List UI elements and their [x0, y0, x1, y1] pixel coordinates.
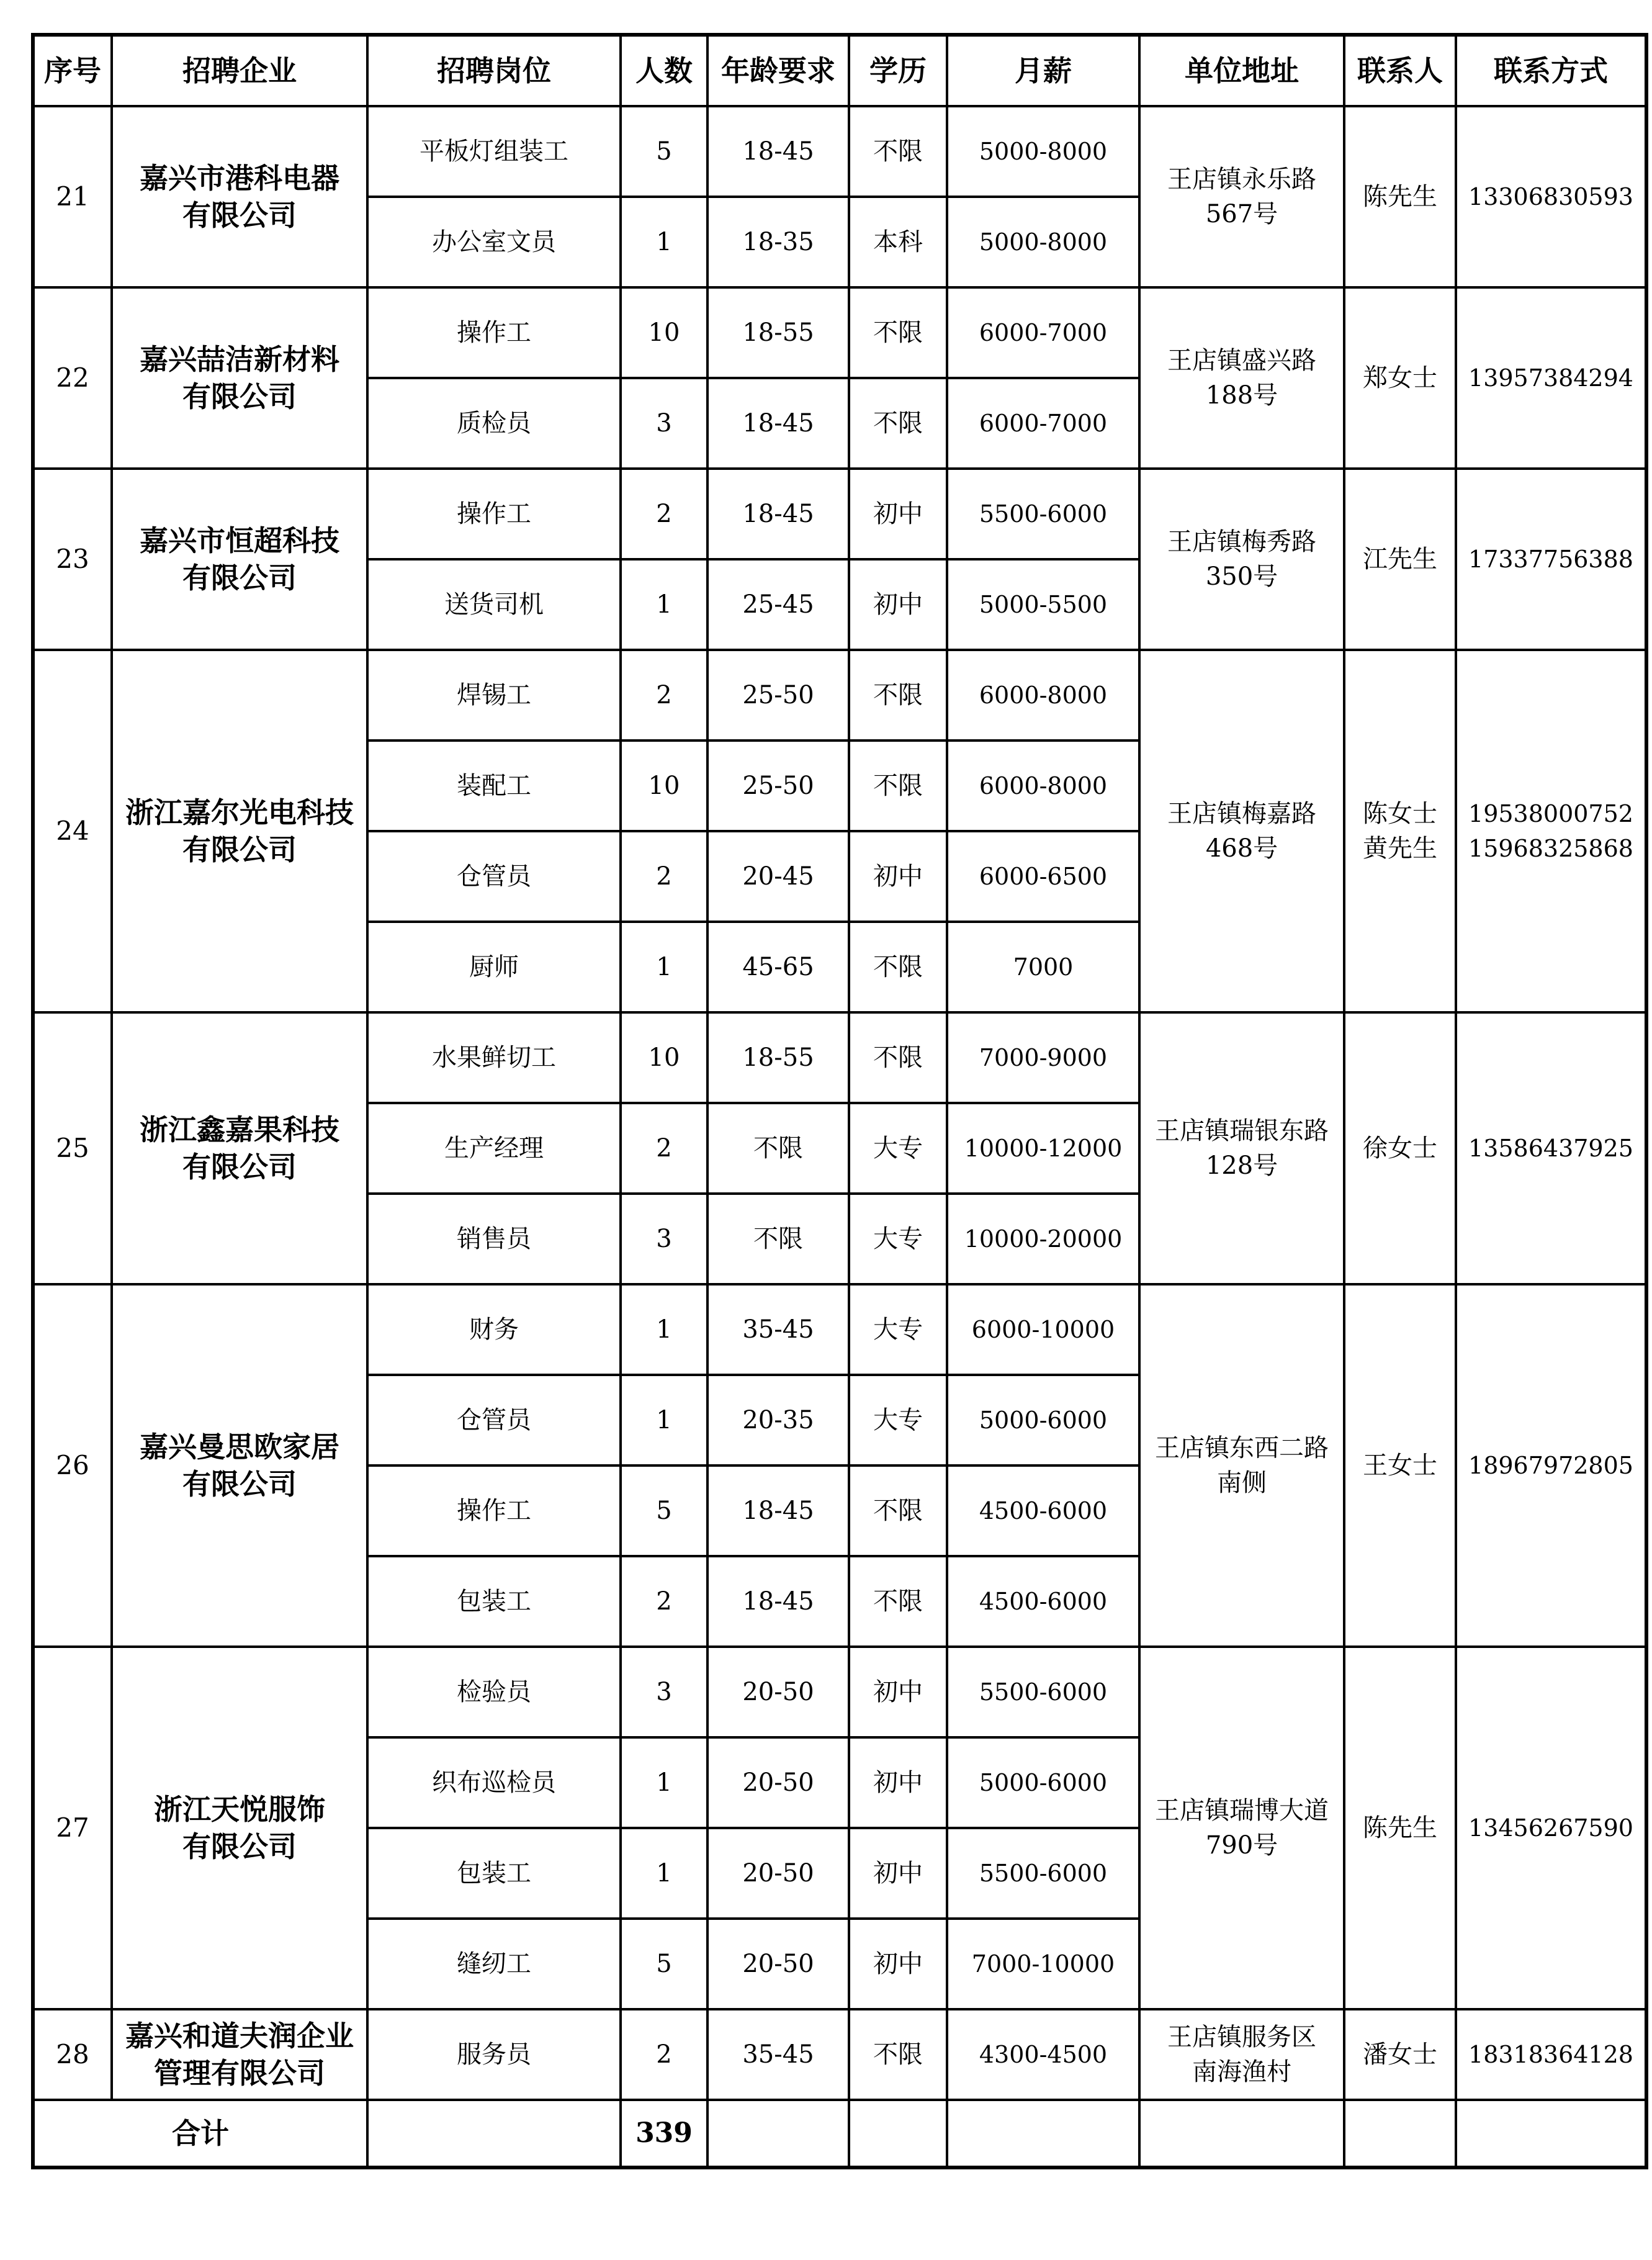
job-position: 厨师	[367, 922, 621, 1012]
table-row	[33, 2009, 1646, 2100]
header-seq: 序号	[33, 35, 112, 106]
total-count: 339	[621, 2100, 707, 2168]
job-salary: 5500-6000	[947, 1828, 1139, 1919]
job-position: 财务	[367, 1284, 621, 1375]
job-age: 35-45	[707, 1284, 849, 1375]
job-age: 25-50	[707, 741, 849, 831]
total-empty-cell	[1344, 2100, 1456, 2168]
company-name	[112, 287, 367, 469]
job-position: 办公室文员	[367, 197, 621, 287]
job-count: 2	[621, 1103, 707, 1194]
job-age: 35-45	[707, 2009, 849, 2100]
job-age: 18-45	[707, 1465, 849, 1556]
job-education: 初中	[849, 831, 947, 922]
job-education: 不限	[849, 287, 947, 378]
contact-person	[1344, 1647, 1456, 2009]
job-age: 20-50	[707, 1919, 849, 2009]
contact-phone	[1456, 469, 1646, 650]
job-salary: 5000-6000	[947, 1375, 1139, 1465]
phone-line: 13456267590	[1468, 1814, 1633, 1842]
job-count: 2	[621, 469, 707, 559]
job-salary: 7000	[947, 922, 1139, 1012]
contact-person	[1344, 2009, 1456, 2100]
header-row	[33, 35, 1646, 106]
job-salary: 7000-9000	[947, 1012, 1139, 1103]
job-count: 3	[621, 1194, 707, 1284]
job-education: 大专	[849, 1103, 947, 1194]
job-education: 初中	[849, 1828, 947, 1919]
job-count: 5	[621, 106, 707, 197]
contact-phone	[1456, 1284, 1646, 1647]
contact-line: 郑女士	[1363, 364, 1437, 392]
company-name	[112, 1012, 367, 1284]
table-row	[33, 469, 1646, 559]
company-name-line: 浙江嘉尔光电科技	[125, 796, 354, 829]
header-age: 年龄要求	[707, 35, 849, 106]
job-salary: 6000-8000	[947, 650, 1139, 741]
job-age: 20-45	[707, 831, 849, 922]
job-position: 检验员	[367, 1647, 621, 1737]
job-age: 18-55	[707, 287, 849, 378]
phone-line: 13306830593	[1468, 183, 1633, 210]
company-address	[1139, 650, 1344, 1012]
company-name-line: 嘉兴曼思欧家居	[140, 1430, 339, 1464]
phone-line: 15968325868	[1468, 835, 1633, 862]
job-age: 18-55	[707, 1012, 849, 1103]
table-row	[33, 287, 1646, 378]
company-name-line: 有限公司	[182, 1467, 297, 1501]
job-salary: 6000-10000	[947, 1284, 1139, 1375]
address-line: 567号	[1205, 200, 1278, 228]
address-line: 188号	[1205, 381, 1278, 410]
job-education: 大专	[849, 1194, 947, 1284]
job-position: 水果鲜切工	[367, 1012, 621, 1103]
job-education: 大专	[849, 1284, 947, 1375]
job-education: 不限	[849, 741, 947, 831]
company-name-line: 嘉兴和道夫润企业	[125, 2019, 354, 2053]
header-education: 学历	[849, 35, 947, 106]
address-line: 王店镇盛兴路	[1167, 346, 1316, 375]
table-row	[33, 1647, 1646, 1737]
address-line: 南海渔村	[1192, 2058, 1291, 2086]
job-education: 本科	[849, 197, 947, 287]
job-count: 1	[621, 197, 707, 287]
job-count: 10	[621, 741, 707, 831]
job-age: 18-45	[707, 1556, 849, 1647]
job-count: 10	[621, 287, 707, 378]
job-count: 2	[621, 1556, 707, 1647]
job-age: 45-65	[707, 922, 849, 1012]
company-name-line: 管理有限公司	[154, 2056, 325, 2090]
company-name-line: 嘉兴市恒超科技	[140, 524, 339, 557]
job-education: 不限	[849, 378, 947, 469]
table-body	[33, 106, 1646, 2100]
job-salary: 5000-8000	[947, 197, 1139, 287]
job-education: 初中	[849, 1647, 947, 1737]
job-age: 18-45	[707, 106, 849, 197]
job-age: 25-50	[707, 650, 849, 741]
job-age: 18-45	[707, 469, 849, 559]
job-count: 1	[621, 1828, 707, 1919]
address-line: 王店镇梅嘉路	[1167, 799, 1316, 828]
header-salary: 月薪	[947, 35, 1139, 106]
company-name	[112, 106, 367, 287]
job-salary: 5500-6000	[947, 469, 1139, 559]
address-line: 350号	[1205, 562, 1278, 591]
phone-line: 18967972805	[1468, 1452, 1633, 1479]
job-count: 1	[621, 559, 707, 650]
row-seq: 25	[33, 1012, 112, 1284]
job-age: 20-50	[707, 1828, 849, 1919]
table-row	[33, 106, 1646, 197]
company-address	[1139, 1647, 1344, 2009]
job-salary: 6000-8000	[947, 741, 1139, 831]
phone-line: 13957384294	[1468, 364, 1633, 392]
job-position: 生产经理	[367, 1103, 621, 1194]
job-salary: 5000-8000	[947, 106, 1139, 197]
contact-line: 陈先生	[1363, 1814, 1437, 1842]
table-row	[33, 1284, 1646, 1375]
job-salary: 10000-12000	[947, 1103, 1139, 1194]
job-education: 初中	[849, 1737, 947, 1828]
total-empty-cell	[1139, 2100, 1344, 2168]
header-phone: 联系方式	[1456, 35, 1646, 106]
address-line: 南侧	[1217, 1469, 1267, 1497]
job-position: 平板灯组装工	[367, 106, 621, 197]
company-name	[112, 1284, 367, 1647]
job-age: 18-35	[707, 197, 849, 287]
address-line: 128号	[1205, 1151, 1278, 1180]
address-line: 王店镇服务区	[1167, 2023, 1316, 2051]
job-count: 2	[621, 2009, 707, 2100]
contact-line: 江先生	[1363, 545, 1437, 574]
address-line: 790号	[1205, 1831, 1278, 1860]
job-education: 不限	[849, 650, 947, 741]
job-age: 不限	[707, 1103, 849, 1194]
address-line: 468号	[1205, 834, 1278, 863]
job-position: 质检员	[367, 378, 621, 469]
contact-line: 潘女士	[1363, 2040, 1437, 2069]
job-count: 5	[621, 1465, 707, 1556]
contact-line: 陈女士	[1363, 799, 1437, 828]
company-name-line: 有限公司	[182, 561, 297, 595]
row-seq: 26	[33, 1284, 112, 1647]
job-education: 初中	[849, 1919, 947, 2009]
company-name-line: 浙江天悦服饰	[154, 1793, 325, 1826]
job-position: 操作工	[367, 469, 621, 559]
row-seq: 21	[33, 106, 112, 287]
contact-line: 王女士	[1363, 1451, 1437, 1480]
job-age: 25-45	[707, 559, 849, 650]
job-position: 操作工	[367, 287, 621, 378]
job-count: 1	[621, 1375, 707, 1465]
contact-line: 徐女士	[1363, 1134, 1437, 1163]
contact-line: 黄先生	[1363, 834, 1437, 863]
header-company: 招聘企业	[112, 35, 367, 106]
job-education: 不限	[849, 1012, 947, 1103]
job-age: 不限	[707, 1194, 849, 1284]
address-line: 王店镇瑞银东路	[1155, 1117, 1329, 1145]
total-label: 合计	[33, 2100, 367, 2168]
phone-line: 18318364128	[1468, 2041, 1633, 2068]
address-line: 王店镇梅秀路	[1167, 528, 1316, 556]
header-contact: 联系人	[1344, 35, 1456, 106]
job-salary: 7000-10000	[947, 1919, 1139, 2009]
job-salary: 5500-6000	[947, 1647, 1139, 1737]
job-count: 5	[621, 1919, 707, 2009]
total-empty-cell	[707, 2100, 849, 2168]
contact-person	[1344, 287, 1456, 469]
row-seq: 23	[33, 469, 112, 650]
job-count: 3	[621, 1647, 707, 1737]
phone-line: 17337756388	[1468, 546, 1633, 573]
company-name	[112, 650, 367, 1012]
job-salary: 4500-6000	[947, 1556, 1139, 1647]
recruitment-table	[31, 33, 1648, 2169]
contact-person	[1344, 469, 1456, 650]
job-salary: 5000-5500	[947, 559, 1139, 650]
job-position: 缝纫工	[367, 1919, 621, 2009]
job-salary: 5000-6000	[947, 1737, 1139, 1828]
job-education: 大专	[849, 1375, 947, 1465]
contact-phone	[1456, 106, 1646, 287]
company-name	[112, 1647, 367, 2009]
total-row	[33, 2100, 1646, 2168]
contact-phone	[1456, 287, 1646, 469]
company-name-line: 嘉兴市港科电器	[140, 161, 339, 195]
job-salary: 4500-6000	[947, 1465, 1139, 1556]
phone-line: 19538000752	[1468, 800, 1633, 827]
company-address	[1139, 1012, 1344, 1284]
total-empty-cell	[367, 2100, 621, 2168]
job-education: 不限	[849, 922, 947, 1012]
contact-line: 陈先生	[1363, 182, 1437, 211]
job-position: 织布巡检员	[367, 1737, 621, 1828]
company-address	[1139, 287, 1344, 469]
job-position: 包装工	[367, 1556, 621, 1647]
job-position: 焊锡工	[367, 650, 621, 741]
job-count: 1	[621, 1284, 707, 1375]
job-position: 装配工	[367, 741, 621, 831]
job-education: 不限	[849, 1465, 947, 1556]
table-row	[33, 650, 1646, 741]
contact-person	[1344, 1284, 1456, 1647]
company-name	[112, 2009, 367, 2100]
job-education: 不限	[849, 1556, 947, 1647]
company-address	[1139, 106, 1344, 287]
job-count: 3	[621, 378, 707, 469]
job-salary: 6000-6500	[947, 831, 1139, 922]
job-position: 包装工	[367, 1828, 621, 1919]
job-count: 1	[621, 922, 707, 1012]
contact-phone	[1456, 1647, 1646, 2009]
company-name-line: 有限公司	[182, 1150, 297, 1184]
row-seq: 22	[33, 287, 112, 469]
job-age: 20-35	[707, 1375, 849, 1465]
company-name-line: 浙江鑫嘉果科技	[140, 1113, 339, 1146]
job-education: 不限	[849, 2009, 947, 2100]
row-seq: 28	[33, 2009, 112, 2100]
company-name-line: 有限公司	[182, 199, 297, 232]
row-seq: 24	[33, 650, 112, 1012]
job-age: 20-50	[707, 1737, 849, 1828]
job-age: 20-50	[707, 1647, 849, 1737]
company-name-line: 嘉兴喆洁新材料	[140, 343, 339, 376]
company-name-line: 有限公司	[182, 833, 297, 867]
total-empty-cell	[1456, 2100, 1646, 2168]
address-line: 王店镇瑞博大道	[1155, 1796, 1329, 1825]
header-position: 招聘岗位	[367, 35, 621, 106]
job-position: 仓管员	[367, 831, 621, 922]
phone-line: 13586437925	[1468, 1135, 1633, 1162]
address-line: 王店镇永乐路	[1167, 165, 1316, 194]
contact-phone	[1456, 2009, 1646, 2100]
job-count: 2	[621, 831, 707, 922]
contact-person	[1344, 650, 1456, 1012]
company-name	[112, 469, 367, 650]
contact-person	[1344, 1012, 1456, 1284]
job-count: 1	[621, 1737, 707, 1828]
contact-person	[1344, 106, 1456, 287]
header-address: 单位地址	[1139, 35, 1344, 106]
company-name-line: 有限公司	[182, 1830, 297, 1863]
job-position: 送货司机	[367, 559, 621, 650]
contact-phone	[1456, 650, 1646, 1012]
job-count: 2	[621, 650, 707, 741]
row-seq: 27	[33, 1647, 112, 2009]
job-position: 服务员	[367, 2009, 621, 2100]
job-position: 销售员	[367, 1194, 621, 1284]
table-row	[33, 1012, 1646, 1103]
job-salary: 10000-20000	[947, 1194, 1139, 1284]
company-address	[1139, 2009, 1344, 2100]
job-salary: 6000-7000	[947, 287, 1139, 378]
job-count: 10	[621, 1012, 707, 1103]
company-address	[1139, 1284, 1344, 1647]
job-age: 18-45	[707, 378, 849, 469]
job-education: 初中	[849, 559, 947, 650]
job-position: 操作工	[367, 1465, 621, 1556]
job-salary: 4300-4500	[947, 2009, 1139, 2100]
address-line: 王店镇东西二路	[1155, 1434, 1329, 1462]
job-salary: 6000-7000	[947, 378, 1139, 469]
total-empty-cell	[849, 2100, 947, 2168]
total-empty-cell	[947, 2100, 1139, 2168]
job-education: 不限	[849, 106, 947, 197]
job-position: 仓管员	[367, 1375, 621, 1465]
company-name-line: 有限公司	[182, 380, 297, 413]
contact-phone	[1456, 1012, 1646, 1284]
header-count: 人数	[621, 35, 707, 106]
job-education: 初中	[849, 469, 947, 559]
company-address	[1139, 469, 1344, 650]
